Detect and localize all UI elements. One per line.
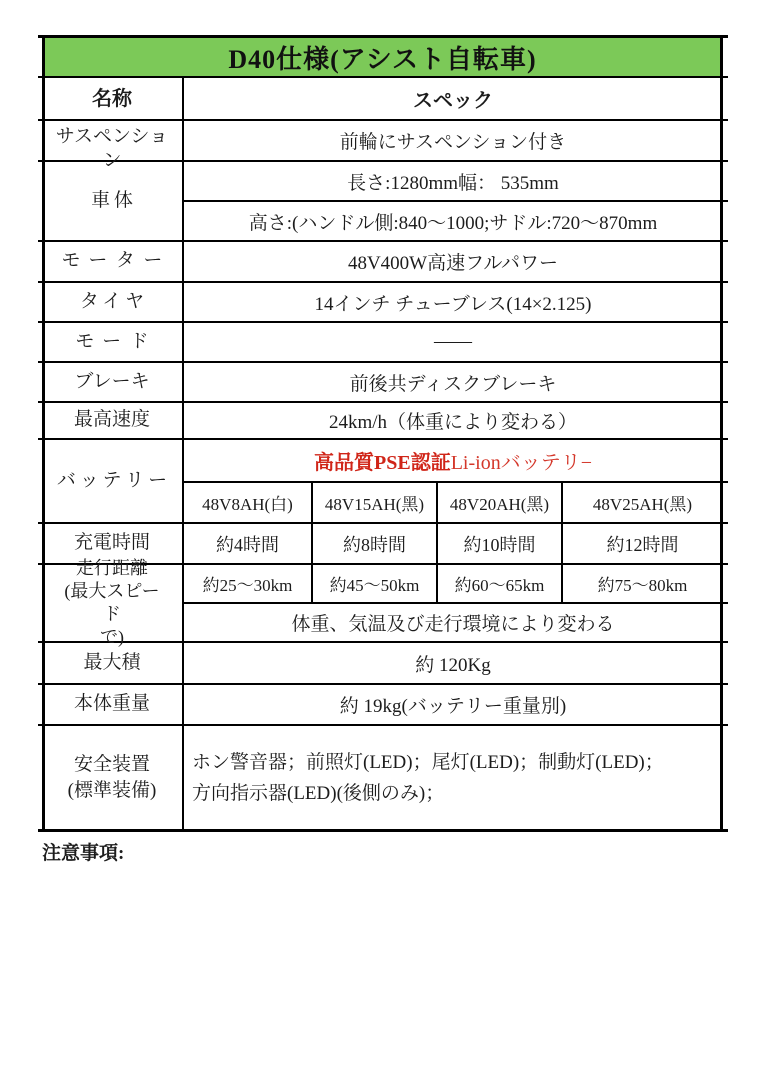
row-spec-max-speed: 24km/h（体重により変わる） bbox=[328, 412, 578, 433]
range-label-clipped: 走行距離 bbox=[76, 558, 148, 578]
row-label-tire: タイヤ bbox=[42, 283, 184, 321]
table-row-tire bbox=[38, 283, 728, 323]
table-row-max-load bbox=[38, 643, 728, 685]
table-title: D40仕様(アシスト自転車) bbox=[228, 44, 537, 74]
row-spec-safety: ホン警音器；前照灯(LED)；尾灯(LED)；制動灯(LED)； 方向指示器(LED)(後側のみ)； bbox=[192, 751, 664, 804]
row-spec-motor: 48V400W高速フルパワー bbox=[347, 253, 559, 274]
range-cell: 約45〜50km bbox=[313, 565, 438, 602]
row-spec-weight: 約 19kg(バッテリー重量別) bbox=[339, 696, 567, 717]
row-spec-tire: 14インチ チューブレス(14×2.125) bbox=[314, 293, 592, 315]
range-cell: 約60〜65km bbox=[438, 565, 563, 602]
row-label-suspension: サスペンショ ン bbox=[42, 121, 184, 160]
column-header-spec: スペック bbox=[413, 90, 493, 112]
table-row-max-speed bbox=[38, 403, 728, 440]
row-label-battery: バッテリー bbox=[42, 440, 184, 522]
table-left-border bbox=[42, 35, 45, 832]
row-label-body: 車体 bbox=[42, 162, 184, 240]
row-spec-brake: 前後共ディスクブレーキ bbox=[349, 373, 557, 395]
charge-time-cell: 約4時間 bbox=[184, 524, 313, 563]
row-label-range: 走行距離 (最大スピー ド で) bbox=[42, 565, 184, 641]
table-right-border bbox=[720, 35, 723, 832]
table-title-band bbox=[42, 38, 723, 76]
charge-time-cell: 約8時間 bbox=[313, 524, 438, 563]
row-spec-body-length: 長さ:1280mm幅： 535mm bbox=[184, 162, 728, 202]
row-spec-suspension: 前輪にサスペンション付き bbox=[339, 132, 567, 153]
table-row-range bbox=[38, 558, 728, 647]
row-label-safety: 安全装置 (標準装備) bbox=[42, 726, 184, 829]
row-label-weight: 本体重量 bbox=[42, 685, 184, 724]
row-label-max-speed: 最高速度 bbox=[42, 403, 184, 438]
row-spec-body-height: 高さ:(ハンドル側:840〜1000;サドル:720〜870mm bbox=[248, 212, 658, 234]
table-row-safety bbox=[38, 726, 728, 832]
battery-option-cell: 48V20AH(黑) bbox=[438, 483, 563, 522]
battery-option-cell: 48V25AH(黑) bbox=[592, 495, 693, 514]
table-title-row bbox=[38, 35, 728, 78]
table-row-weight bbox=[38, 685, 728, 726]
row-spec-mode: —— bbox=[434, 331, 472, 352]
spec-table bbox=[38, 35, 728, 832]
table-row-mode bbox=[38, 323, 728, 363]
table-row-battery bbox=[38, 440, 728, 524]
table-row-motor bbox=[38, 242, 728, 283]
range-note: 体重、気温及び走行環境により変わる bbox=[291, 614, 615, 635]
battery-cert-highlight: 高品質PSE認証 bbox=[314, 452, 451, 474]
row-label-motor: モーター bbox=[42, 242, 184, 281]
battery-option-cell: 48V8AH(白) bbox=[184, 483, 313, 522]
row-label-charge-time: 充電時間 bbox=[42, 524, 184, 563]
column-header-row bbox=[38, 78, 728, 121]
range-cell: 約75〜80km bbox=[597, 576, 688, 595]
table-row-body bbox=[38, 162, 728, 242]
row-spec-max-load: 約 120Kg bbox=[415, 654, 491, 676]
battery-cert-type: Li-ionバッテリ− bbox=[450, 452, 592, 474]
row-label-max-load: 最大積 bbox=[42, 643, 184, 683]
charge-time-cell: 約12時間 bbox=[606, 534, 679, 555]
notes-heading: 注意事項: bbox=[42, 843, 125, 864]
battery-certification bbox=[184, 440, 728, 483]
table-row-brake bbox=[38, 363, 728, 403]
table-row-suspension bbox=[38, 121, 728, 171]
column-header-name: 名称 bbox=[42, 78, 184, 119]
row-label-mode: モード bbox=[42, 323, 184, 361]
charge-time-cell: 約10時間 bbox=[438, 524, 563, 563]
range-cell: 約25〜30km bbox=[184, 565, 313, 602]
battery-option-cell: 48V15AH(黑) bbox=[313, 483, 438, 522]
row-label-brake: ブレーキ bbox=[42, 363, 184, 401]
